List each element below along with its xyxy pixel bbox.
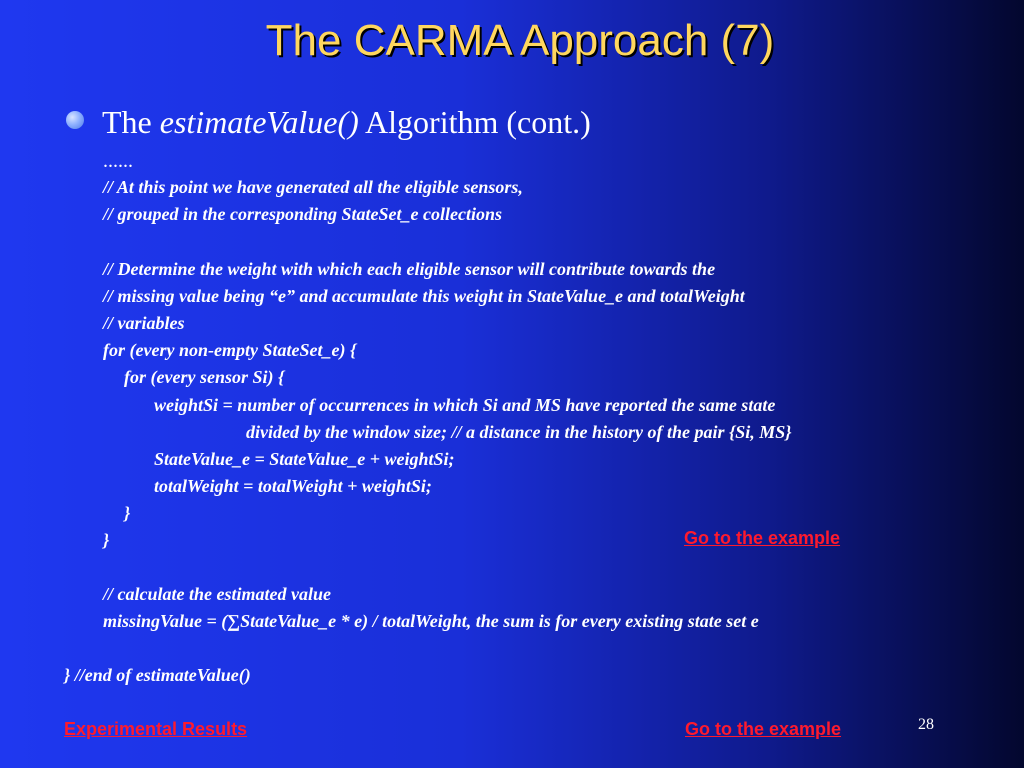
- code-line-comment-4: // missing value being “e” and accumulate this weight in StateValue_e and totalWeight: [103, 286, 745, 306]
- code-line-totalweight: totalWeight = totalWeight + weightSi;: [154, 476, 432, 496]
- code-line-close-inner: }: [124, 503, 131, 523]
- goto-example-link-inline[interactable]: Go to the example: [684, 528, 841, 548]
- bullet-function-name: estimateValue(): [159, 104, 359, 140]
- bullet-suffix: Algorithm (cont.): [358, 104, 591, 140]
- code-line-missing-value: missingValue = (∑StateValue_e * e) / totalWeight, the sum is for every existing state set e: [103, 611, 759, 631]
- page-number: 28: [918, 716, 934, 733]
- ellipsis-line: ......: [103, 150, 133, 172]
- code-line-for-sensor: for (every sensor Si) {: [124, 367, 285, 387]
- code-line-comment-2: // grouped in the corresponding StateSet_e collections: [103, 204, 503, 224]
- bullet-prefix: The: [102, 104, 160, 140]
- bullet-heading: [66, 104, 591, 141]
- code-line-weight: weightSi = number of occurrences in which Si and MS have reported the same state: [154, 395, 776, 415]
- code-line-comment-1: // At this point we have generated all the eligible sensors,: [103, 177, 523, 197]
- code-line-comment-5: // variables: [103, 313, 185, 333]
- code-line-close-outer: }: [103, 530, 110, 550]
- code-line-divided: divided by the window size; // a distance in the history of the pair {Si, MS}: [246, 422, 792, 442]
- code-line-end-function: } //end of estimateValue(): [64, 665, 251, 685]
- experimental-results-link[interactable]: Experimental Results: [64, 719, 248, 739]
- bullet-dot-icon: [66, 111, 84, 129]
- code-line-comment-calc: // calculate the estimated value: [103, 584, 331, 604]
- code-line-statevalue: StateValue_e = StateValue_e + weightSi;: [154, 449, 455, 469]
- goto-example-link-footer[interactable]: Go to the example: [685, 719, 842, 739]
- code-line-for-stateset: for (every non-empty StateSet_e) {: [103, 340, 357, 360]
- code-line-comment-3: // Determine the weight with which each eligible sensor will contribute towards the: [103, 259, 716, 279]
- slide-title: The CARMA Approach (7): [265, 16, 775, 65]
